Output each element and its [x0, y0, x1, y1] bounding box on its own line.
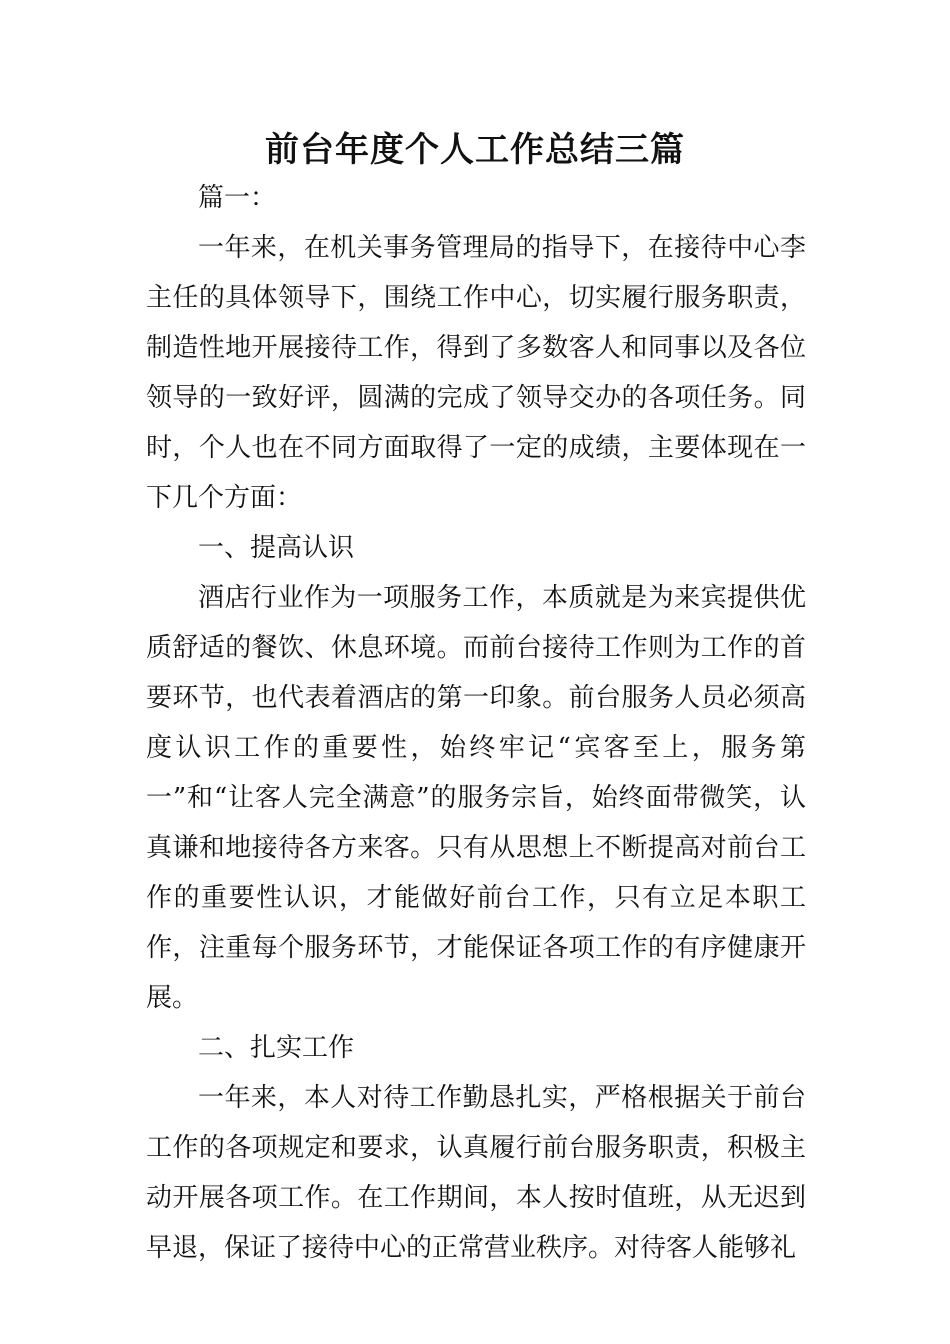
- document-body: [146, 173, 806, 1273]
- section-label: 篇一：: [198, 183, 277, 213]
- section-heading-2: 二、扎实工作: [198, 1033, 355, 1063]
- section-2-paragraph: 一年来，本人对待工作勤恳扎实，严格根据关于前台工作的各项规定和要求，认真履行前台服务职责，积极主动开展各项工作。在工作期间，本人按时值班，从无迟到早退，保证了接待中心的正常营业秩序。对待客人能够礼: [146, 1083, 806, 1263]
- section-heading-1: 一、提高认识: [198, 533, 355, 563]
- intro-paragraph: 一年来，在机关事务管理局的指导下，在接待中心李主任的具体领导下，围绕工作中心，切实履行服务职责，制造性地开展接待工作，得到了多数客人和同事以及各位领导的一致好评，圆满的完成了领导交办的各项任务。同时，个人也在不同方面取得了一定的成绩，主要体现在一下几个方面：: [146, 233, 806, 513]
- document-title: 前台年度个人工作总结三篇: [265, 130, 685, 170]
- section-1-paragraph: 酒店行业作为一项服务工作，本质就是为来宾提供优质舒适的餐饮、休息环境。而前台接待工作则为工作的首要环节，也代表着酒店的第一印象。前台服务人员必须高度认识工作的重要性，始终牢记“宾客至上，服务第一”和“让客人完全满意”的服务宗旨，始终面带微笑，认真谦和地接待各方来客。只有从思想上不断提高对前台工作的重要性认识，才能做好前台工作，只有立足本职工作，注重每个服务环节，才能保证各项工作的有序健康开展。: [146, 583, 806, 1013]
